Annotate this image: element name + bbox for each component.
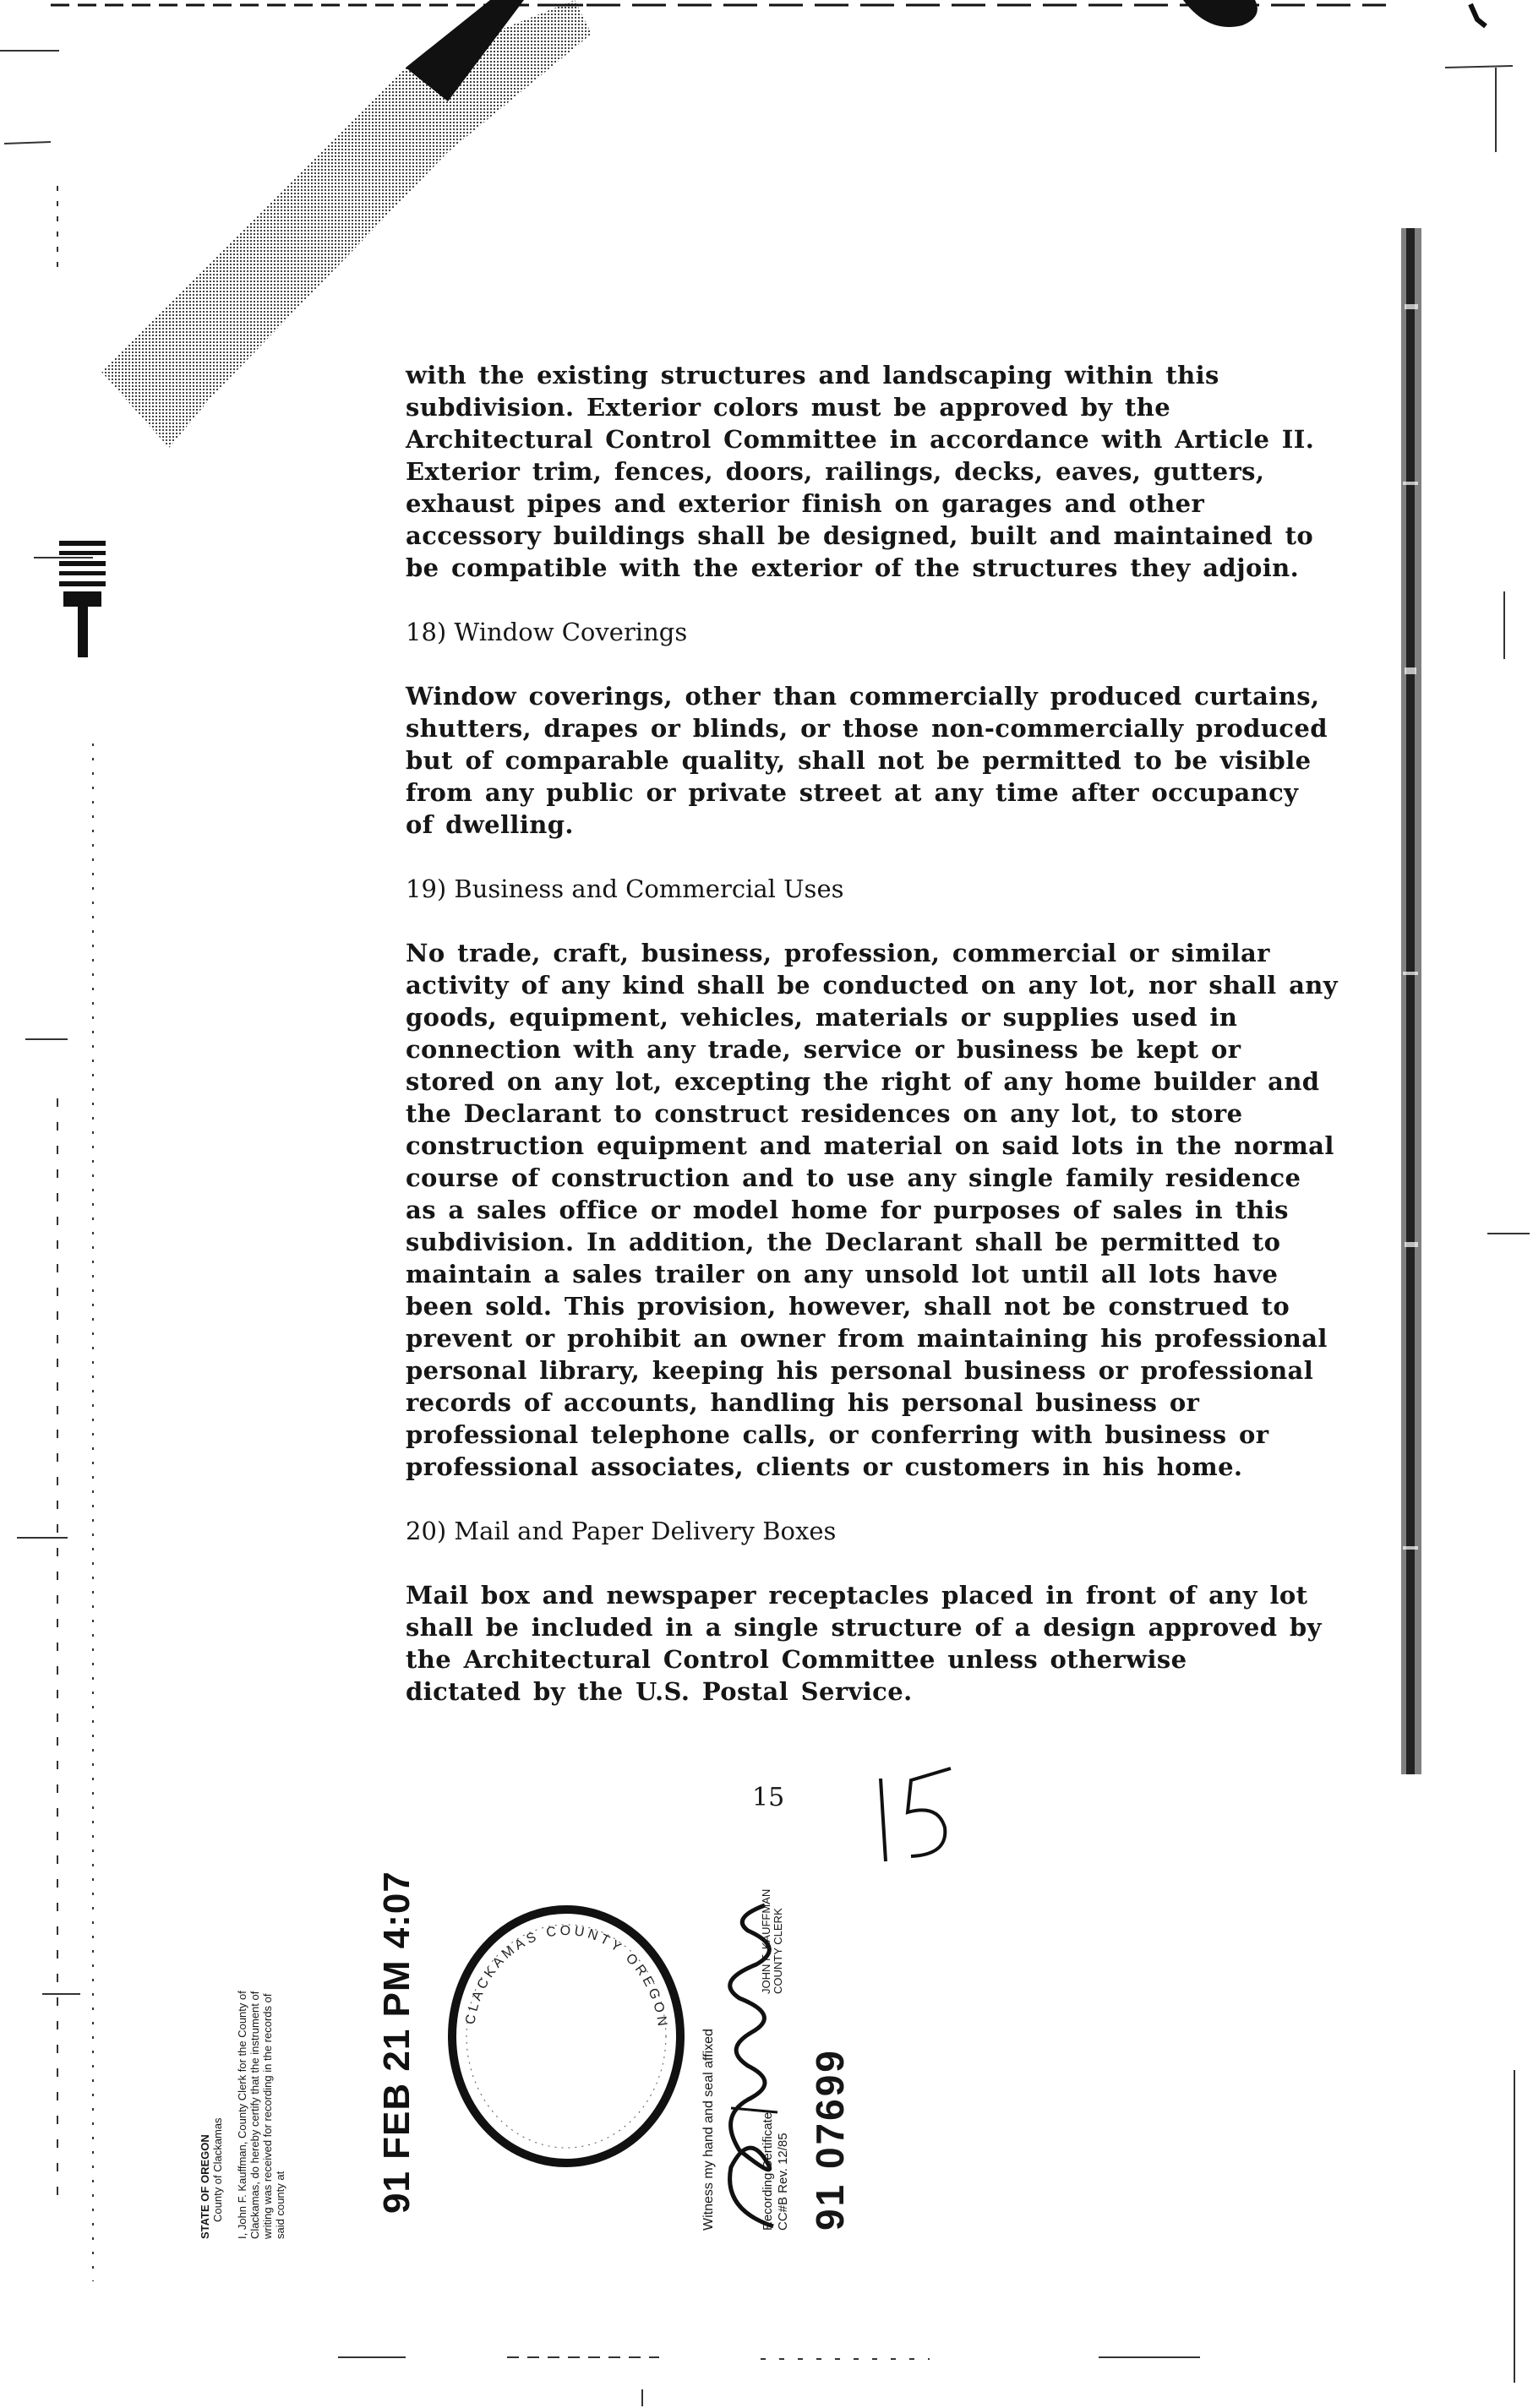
- text-line: shutters, drapes or blinds, or those non-commercially produced: [406, 714, 1328, 743]
- seal-text: CLACKAMAS COUNTY OREGON: [463, 1923, 670, 2030]
- section-heading-19: 19) Business and Commercial Uses: [406, 874, 844, 903]
- page-number: 15: [752, 1783, 785, 1812]
- text-line: Mail box and newspaper receptacles placed in front of any lot: [406, 1581, 1308, 1610]
- text-line: accessory buildings shall be designed, built and maintained to: [406, 521, 1314, 550]
- section-heading-20: 20) Mail and Paper Delivery Boxes: [406, 1517, 837, 1545]
- text-line: professional telephone calls, or conferring with business or: [406, 1420, 1269, 1449]
- recording-line: Recording Certificate: [761, 2111, 775, 2231]
- text-line: Architectural Control Committee in accordance with Article II.: [406, 425, 1315, 454]
- right-edge-marks: [1470, 0, 1533, 2408]
- clerk-title: COUNTY CLERK: [772, 1908, 784, 1994]
- text-line: but of comparable quality, shall not be permitted to be visible: [406, 746, 1312, 775]
- text-line: maintain a sales trailer on any unsold lot until all lots have: [406, 1260, 1279, 1288]
- text-line: Window coverings, other than commercially produced curtains,: [406, 682, 1320, 711]
- recording-date-time: 91 FEB 21 PM 4:07: [376, 1871, 417, 2214]
- stamp-county: County of Clackamas: [211, 2117, 224, 2222]
- county-seal: [439, 1897, 693, 2176]
- text-line: been sold. This provision, however, shall not be construed to: [406, 1292, 1290, 1321]
- section-heading-18: 18) Window Coverings: [406, 618, 688, 646]
- text-line: of dwelling.: [406, 810, 574, 839]
- text-line: personal library, keeping his personal business or professional: [406, 1356, 1314, 1385]
- text-line: the Declarant to construct residences on any lot, to store: [406, 1099, 1243, 1128]
- text-line: goods, equipment, vehicles, materials or supplies used in: [406, 1003, 1238, 1032]
- text-line: with the existing structures and landscaping within this: [406, 361, 1219, 390]
- text-line: exhaust pipes and exterior finish on garages and other: [406, 489, 1205, 518]
- witness-line: Witness my hand and seal affixed: [701, 2029, 716, 2231]
- text-line: records of accounts, handling his personal business or: [406, 1388, 1200, 1417]
- text-line: as a sales office or model home for purposes of sales in this: [406, 1196, 1289, 1224]
- recording-certificate: [761, 2112, 791, 2231]
- stamp-state: STATE OF OREGON: [199, 2134, 211, 2239]
- top-edge-artifact: [541, 0, 1533, 101]
- text-line: stored on any lot, excepting the right of any home builder and: [406, 1067, 1320, 1096]
- handwritten-page-number: [870, 1762, 963, 1871]
- text-line: course of construction and to use any single family residence: [406, 1163, 1301, 1192]
- document-body: [406, 359, 1339, 1708]
- text-line: activity of any kind shall be conducted on any lot, nor shall any: [406, 971, 1339, 1000]
- text-line: prevent or prohibit an owner from maintaining his professional: [406, 1324, 1328, 1353]
- text-line: from any public or private street at any time after occupancy: [406, 778, 1299, 807]
- text-line: be compatible with the exterior of the structures they adjoin.: [406, 553, 1300, 582]
- text-line: Exterior trim, fences, doors, railings, decks, eaves, gutters,: [406, 457, 1265, 486]
- text-line: subdivision. In addition, the Declarant shall be permitted to: [406, 1228, 1281, 1256]
- recording-line: CC#B Rev. 12/85: [776, 2133, 790, 2231]
- paragraph-20: [406, 1579, 1322, 1708]
- stamp-cert-line: writing was received for recording in the records of: [261, 1993, 274, 2239]
- paragraph-17-continued: [406, 359, 1315, 584]
- text-line: No trade, craft, business, profession, commercial or similar: [406, 939, 1270, 967]
- text-line: the Architectural Control Committee unless otherwise: [406, 1645, 1187, 1674]
- text-line: dictated by the U.S. Postal Service.: [406, 1677, 913, 1706]
- clerk-name: JOHN F. KAUFFMAN: [760, 1888, 772, 1994]
- stamp-cert-line: I, John F. Kauffman, County Clerk for the County of: [236, 1991, 248, 2239]
- bottom-edge-marks: [0, 2324, 1533, 2408]
- clerk-name-block: [761, 1889, 784, 1994]
- text-line: subdivision. Exterior colors must be approved by the: [406, 393, 1171, 422]
- paragraph-18: [406, 680, 1328, 841]
- text-line: connection with any trade, service or business be kept or: [406, 1035, 1241, 1064]
- stamp-cert-line: Clackamas, do hereby certify that the instrument of: [248, 1991, 261, 2239]
- text-line: construction equipment and material on said lots in the normal: [406, 1131, 1334, 1160]
- text-line: shall be included in a single structure of a design approved by: [406, 1613, 1322, 1642]
- right-scan-stripe: [1394, 228, 1432, 1774]
- paragraph-19: [406, 937, 1339, 1483]
- stamp-cert-line: said county at: [274, 2171, 286, 2239]
- document-number: 91 07699: [808, 2048, 852, 2231]
- text-line: professional associates, clients or customers in his home.: [406, 1452, 1243, 1481]
- county-clerk-certificate: [199, 1918, 334, 2239]
